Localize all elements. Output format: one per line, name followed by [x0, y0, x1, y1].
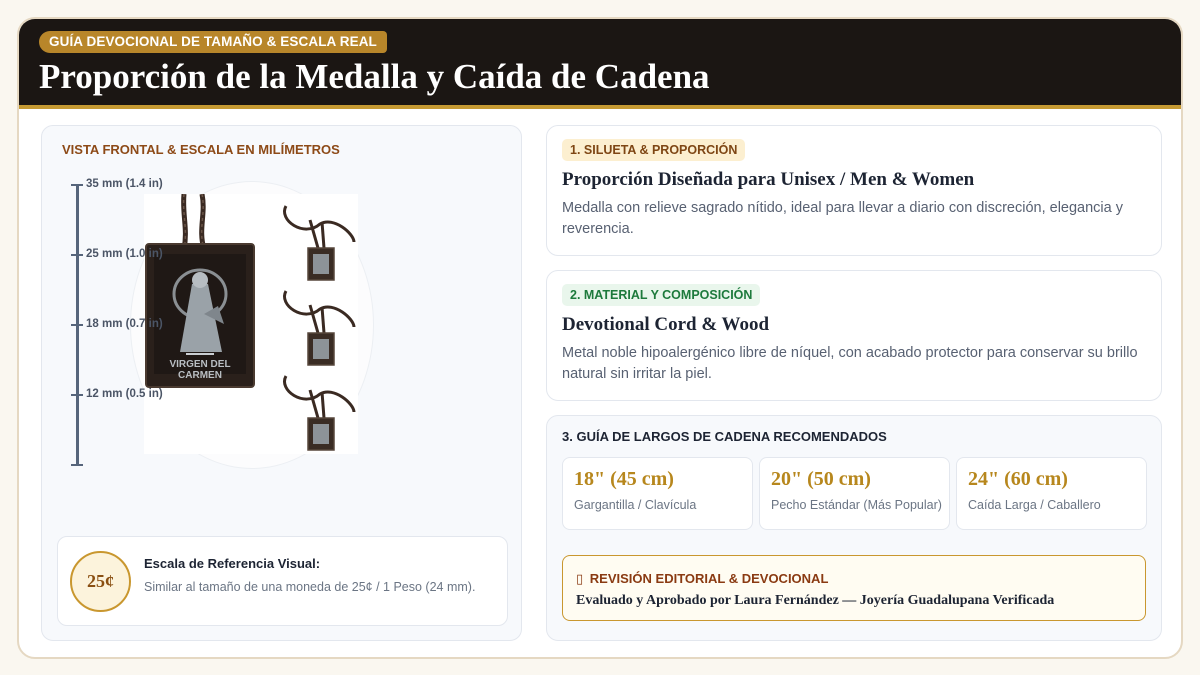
page-title: Proporción de la Medalla y Caída de Cadena	[39, 57, 710, 96]
silhouette-description: Medalla con relieve sagrado nítido, ideal para llevar a diario con discreción, elegancia y reverencia.	[562, 200, 1123, 237]
coin-reference-card	[57, 536, 508, 626]
chain-length-label: 3. GUÍA DE LARGOS DE CADENA RECOMENDADOS	[562, 429, 887, 444]
material-card	[546, 270, 1162, 401]
scale-label-25mm: 25 mm (1.0 in)	[86, 248, 163, 260]
infographic-frame	[17, 17, 1183, 659]
coin-icon: 25¢	[70, 551, 131, 612]
length-value: 20" (50 cm)	[771, 468, 871, 490]
material-title: Devotional Cord & Wood	[562, 314, 770, 335]
review-icon: ▯	[576, 571, 584, 586]
length-description: Pecho Estándar (Más Popular)	[771, 498, 942, 512]
length-description: Gargantilla / Clavícula	[574, 498, 697, 512]
silhouette-title: Proporción Diseñada para Unisex / Men & Women	[562, 169, 975, 190]
scale-tick	[71, 464, 83, 466]
scale-tick	[71, 324, 83, 326]
product-text-line-2: CARMEN	[178, 370, 222, 381]
material-description: Metal noble hipoalergénico libre de níquel, con acabado protector para conservar su brillo natural sin irritar la piel.	[562, 345, 1138, 382]
scale-label-35mm: 35 mm (1.4 in)	[86, 178, 163, 190]
coin-reference-description: Similar al tamaño de una moneda de 25¢ / 1 Peso (24 mm).	[144, 580, 476, 594]
review-text: Evaluado y Aprobado por Laura Fernández — Joyería Guadalupana Verificada	[576, 593, 1055, 608]
product-text-line-1: VIRGEN DEL	[169, 359, 231, 370]
length-description: Caída Larga / Caballero	[968, 498, 1101, 512]
silhouette-card	[546, 125, 1162, 256]
scale-panel-label: VISTA FRONTAL & ESCALA EN MILÍMETROS	[62, 142, 340, 157]
review-title: REVISIÓN EDITORIAL & DEVOCIONAL	[589, 571, 829, 586]
scale-tick	[71, 394, 83, 396]
length-option-18	[562, 457, 753, 530]
scale-label-12mm: 12 mm (0.5 in)	[86, 388, 163, 400]
material-tag: 2. MATERIAL Y COMPOSICIÓN	[562, 284, 760, 306]
scale-panel	[41, 125, 522, 641]
length-option-20	[759, 457, 950, 530]
product-image	[144, 194, 358, 454]
length-value: 18" (45 cm)	[574, 468, 674, 490]
chain-length-card	[546, 415, 1162, 641]
length-value: 24" (60 cm)	[968, 468, 1068, 490]
review-heading	[576, 571, 828, 587]
scale-tick	[71, 184, 83, 186]
header-badge: GUÍA DEVOCIONAL DE TAMAÑO & ESCALA REAL	[39, 31, 387, 53]
scapular-illustration	[144, 194, 358, 454]
silhouette-tag: 1. SILUETA & PROPORCIÓN	[562, 139, 745, 161]
scale-label-18mm: 18 mm (0.7 in)	[86, 318, 163, 330]
length-option-24	[956, 457, 1147, 530]
header	[19, 19, 1181, 109]
coin-reference-title: Escala de Referencia Visual:	[144, 556, 321, 571]
scale-tick	[71, 254, 83, 256]
editorial-review-box	[562, 555, 1146, 621]
